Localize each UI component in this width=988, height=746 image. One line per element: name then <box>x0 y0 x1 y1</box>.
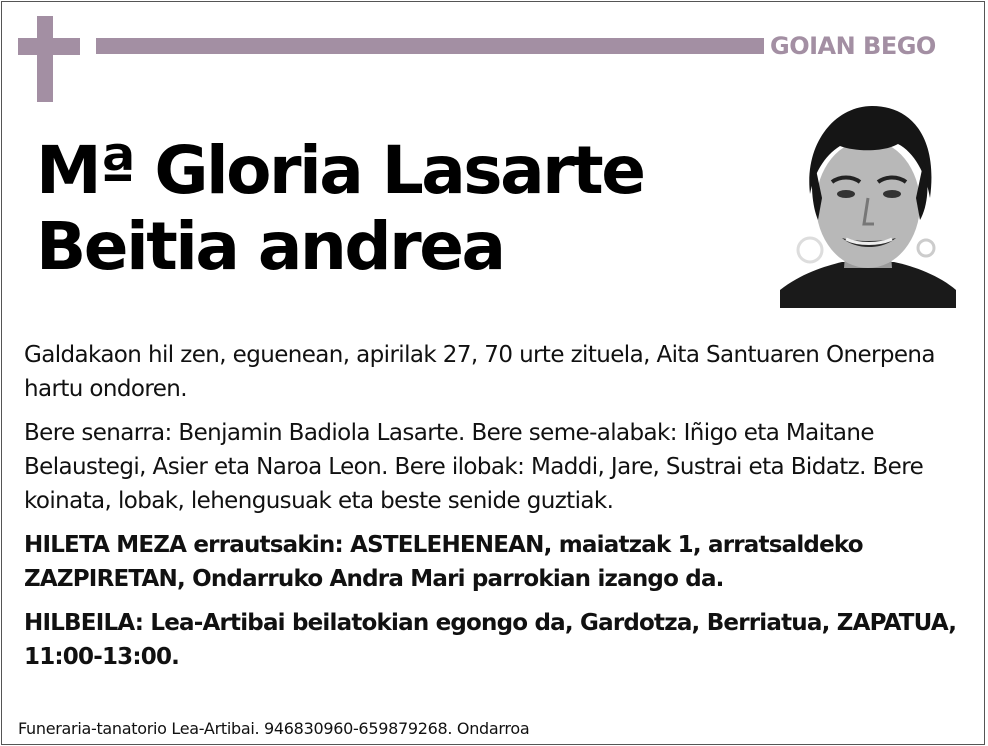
header-band <box>96 38 764 54</box>
portrait-photo <box>780 102 956 308</box>
notice-body <box>24 338 964 684</box>
portrait-image <box>780 102 956 308</box>
funeral-mass-paragraph: HILETA MEZA errautsakin: ASTELEHENEAN, maiatzak 1, arratsaldeko ZAZPIRETAN, Ondarruko Andra Mari parrokian izango da. <box>24 532 863 592</box>
name-line-2: Beitia andrea <box>36 208 504 285</box>
death-paragraph: Galdakaon hil zen, eguenean, apirilak 27, 70 urte zituela, Aita Santuaren Onerpena hartu ondoren. <box>24 342 935 402</box>
funeral-home-footer: Funeraria-tanatorio Lea-Artibai. 946830960-659879268. Ondarroa <box>18 719 530 738</box>
section-label: GOIAN BEGO <box>770 32 936 60</box>
cross-icon-horizontal <box>18 38 80 55</box>
cross-icon-vertical <box>37 16 53 102</box>
wake-paragraph: HILBEILA: Lea-Artibai beilatokian egongo da, Gardotza, Berriatua, ZAPATUA, 11:00-13:00. <box>24 610 957 670</box>
name-line-1: Mª Gloria Lasarte <box>36 132 644 209</box>
deceased-name <box>36 133 643 285</box>
family-paragraph: Bere senarra: Benjamin Badiola Lasarte. Bere seme-alabak: Iñigo eta Maitane Belaustegi, Asier eta Naroa Leon. Bere ilobak: Maddi, Jare, Sustrai eta Bidatz. Bere koinata, lobak, lehengusuak eta beste senide guztiak. <box>24 420 924 514</box>
